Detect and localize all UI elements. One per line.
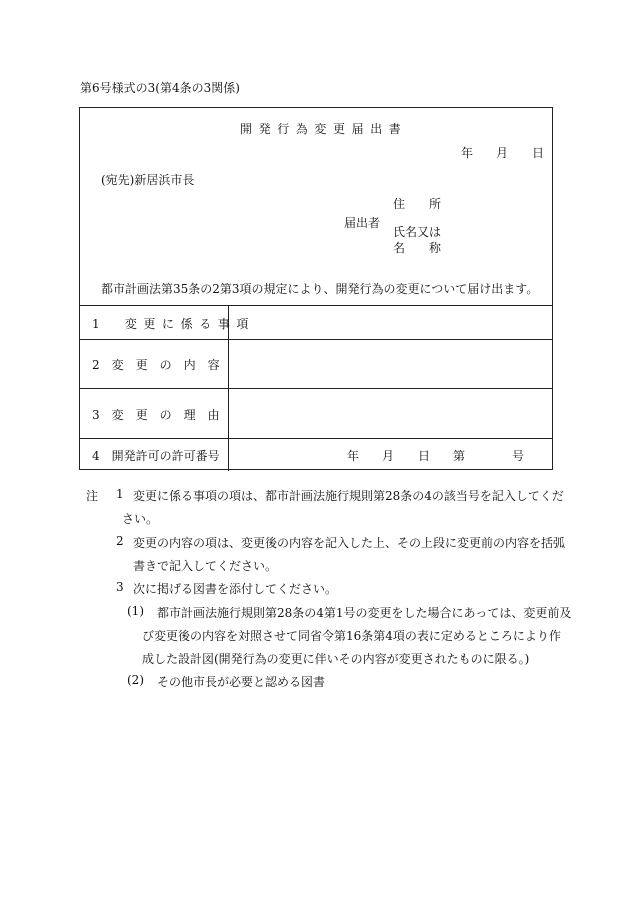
name-label-line2: 名 称: [393, 241, 442, 255]
subnote-1-line1: 都市計画法施行規則第28条の4第1号の変更をした場合にあっては、変更前及: [157, 606, 572, 620]
note-1-line2: さい。: [122, 512, 159, 526]
notification-form: [79, 107, 553, 470]
notes-heading: 注: [86, 489, 99, 503]
date-year-label: 年: [461, 146, 474, 160]
note-2-line2: 書きで記入してください。: [133, 559, 278, 573]
note-number: 2: [116, 534, 124, 548]
date-month-label: 月: [496, 146, 509, 160]
row-label-change-item: 1 変更に係る事項: [92, 317, 256, 331]
note-number: 3: [116, 580, 124, 594]
row-divider: [80, 305, 552, 306]
permit-no-prefix: 第: [453, 449, 466, 463]
subnote-2-line1: その他市長が必要と認める図書: [157, 675, 326, 689]
subnote-number: (2): [127, 673, 144, 687]
subnote-number: (1): [127, 604, 144, 618]
note-1-line1: 変更に係る事項の項は、都市計画法施行規則第28条の4の該当号を記入してくだ: [133, 489, 564, 503]
addressee: (宛先)新居浜市長: [101, 173, 195, 187]
form-number: 第6号様式の3(第4条の3関係): [80, 81, 240, 95]
row-label-change-reason: 3 変 更 の 理 由: [92, 408, 220, 422]
statement: 都市計画法第35条の2第3項の規定により、開発行為の変更について届け出ます。: [101, 282, 539, 296]
permit-month-label: 月: [382, 449, 395, 463]
name-label-line1: 氏名又は: [393, 225, 442, 239]
date-day-label: 日: [532, 146, 545, 160]
permit-year-label: 年: [347, 449, 360, 463]
subnote-1-line2: び変更後の内容を対照させて同省令第16条第4項の表に定めるところにより作: [142, 629, 561, 643]
row-divider: [80, 438, 552, 439]
note-number: 1: [116, 487, 124, 501]
notifier-label: 届出者: [344, 216, 381, 230]
subnote-1-line3: 成した設計図(開発行為の変更に伴いその内容が変更されたものに限る。): [142, 652, 530, 666]
row-label-permit-number: 4 開発許可の許可番号: [92, 449, 220, 463]
note-3-line1: 次に掲げる図書を添付してください。: [133, 582, 338, 596]
row-label-change-content: 2 変 更 の 内 容: [92, 358, 220, 372]
note-2-line1: 変更の内容の項は、変更後の内容を記入した上、その上段に変更前の内容を括弧: [133, 536, 566, 550]
form-title: 開発行為変更届出書: [240, 122, 408, 136]
address-label: 住 所: [393, 197, 442, 211]
permit-day-label: 日: [418, 449, 431, 463]
permit-no-suffix: 号: [512, 449, 525, 463]
row-divider: [80, 339, 552, 340]
row-divider: [80, 388, 552, 389]
